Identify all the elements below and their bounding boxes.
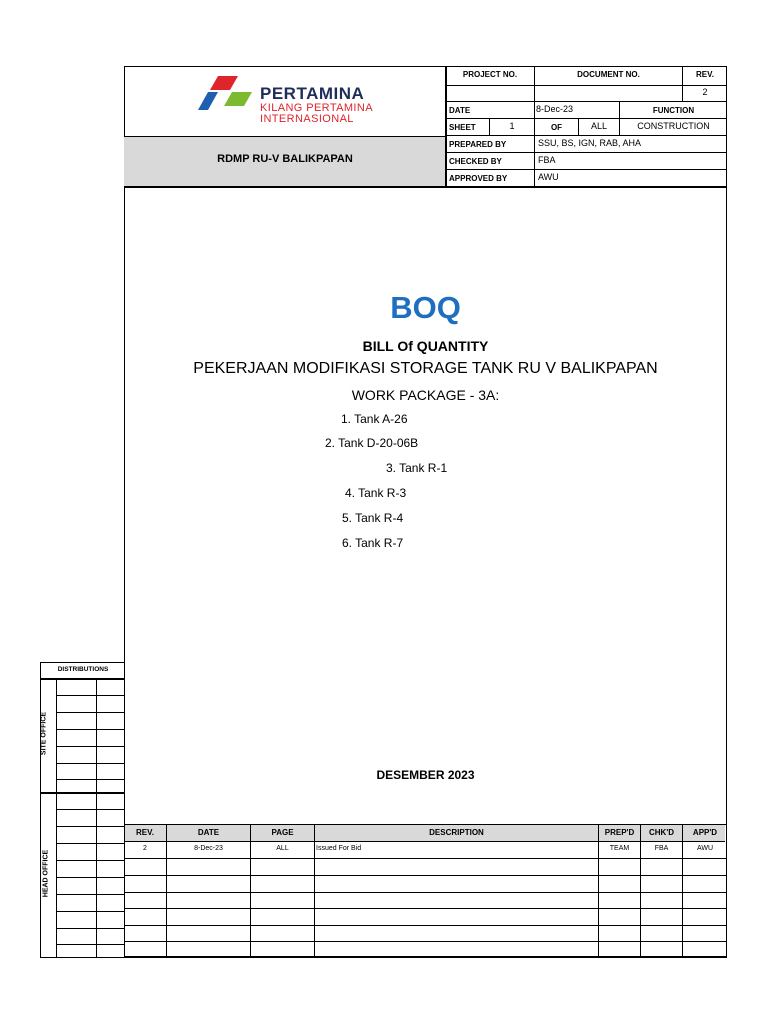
rev-cell: TEAM	[609, 845, 630, 852]
prepared-by-label: PREPARED BY	[449, 140, 507, 149]
grid-row-line	[124, 941, 727, 942]
dist-vline-2	[96, 678, 97, 958]
grid-row-line	[124, 908, 727, 909]
logo-blue-mark	[198, 92, 218, 110]
tank-item: 1. Tank A-26	[341, 412, 408, 426]
sheet-label: SHEET	[449, 123, 476, 132]
header-hline-5	[445, 152, 727, 153]
rev-cell: 2	[143, 845, 147, 852]
grid-row-line	[56, 911, 125, 912]
date-label: DATE	[449, 106, 471, 115]
tank-item: 4. Tank R-3	[345, 486, 407, 500]
checked-by-label: CHECKED BY	[449, 157, 502, 166]
rev-col-header: PREP'D	[604, 828, 635, 837]
grid-row-line	[56, 928, 125, 929]
date-value: 8-Dec-23	[535, 104, 573, 114]
grid-row-line	[56, 877, 125, 878]
dist-hline-top	[40, 678, 125, 680]
project-no-label: PROJECT NO.	[462, 70, 518, 79]
pertamina-logo-icon	[198, 76, 252, 112]
grid-row-line	[56, 695, 125, 696]
tank-item: 6. Tank R-7	[342, 536, 404, 550]
distributions-title: DISTRIBUTIONS	[57, 666, 109, 673]
rev-cell: Issued For Bid	[316, 845, 362, 852]
approved-by-value: AWU	[538, 172, 559, 182]
logo-sub2: INTERNASIONAL	[260, 113, 354, 125]
dist-divider	[40, 792, 125, 794]
of-label: OF	[550, 123, 563, 132]
dist-vline-1	[56, 678, 57, 958]
checked-by-value: FBA	[538, 155, 556, 165]
document-date: DESEMBER 2023	[376, 768, 475, 782]
header-hline-4	[445, 135, 727, 136]
grid-row-line	[56, 860, 125, 861]
distributions-block	[40, 662, 125, 958]
work-package: WORK PACKAGE - 3A:	[351, 387, 500, 403]
grid-row-line	[56, 746, 125, 747]
site-office-label: SITE OFFICE	[40, 711, 48, 756]
rev-col-line	[314, 824, 315, 958]
rev-cell: AWU	[696, 845, 714, 852]
logo-block	[198, 74, 438, 130]
grid-row-line	[56, 944, 125, 945]
prepared-by-value: SSU, BS, IGN, RAB, AHA	[538, 138, 642, 148]
rev-cell: 8-Dec-23	[194, 845, 223, 852]
rev-col-header: DATE	[197, 828, 220, 837]
project-name: RDMP RU-V BALIKPAPAN	[217, 153, 353, 165]
rev-value: 2	[702, 87, 708, 97]
grid-row-line	[56, 763, 125, 764]
logo-brand: PERTAMINA	[260, 84, 365, 103]
rev-col-header: PAGE	[271, 828, 294, 837]
doc-subtitle: BILL Of QUANTITY	[362, 338, 489, 354]
grid-row-line	[56, 729, 125, 730]
header-hline-3	[445, 118, 727, 119]
grid-row-line	[56, 779, 125, 780]
grid-row-line	[124, 875, 727, 876]
function-value: CONSTRUCTION	[637, 121, 710, 131]
approved-by-label: APPROVED BY	[449, 174, 508, 183]
grid-row-line	[124, 892, 727, 893]
header-hline-1	[445, 85, 727, 86]
logo-green-mark	[224, 92, 252, 106]
doc-title: BOQ	[390, 290, 461, 325]
grid-row-line	[56, 826, 125, 827]
grid-row-line	[56, 843, 125, 844]
head-office-label: HEAD OFFICE	[42, 849, 50, 898]
rev-col-header: CHK'D	[648, 828, 674, 837]
header-hline-2	[445, 101, 727, 102]
grid-row-line	[56, 894, 125, 895]
rev-col-header: REV.	[136, 828, 154, 837]
tank-item: 5. Tank R-4	[342, 511, 404, 525]
grid-row-line	[124, 858, 727, 859]
tank-item: 2. Tank D-20-06B	[325, 436, 419, 450]
rev-label: REV.	[696, 70, 714, 79]
logo-red-mark	[210, 76, 238, 90]
header-hline-7	[124, 186, 727, 188]
grid-row-line	[56, 712, 125, 713]
of-value: ALL	[590, 121, 607, 131]
logo-sub1: KILANG PERTAMINA	[260, 102, 373, 114]
rev-col-header: APP'D	[692, 828, 718, 837]
function-label: FUNCTION	[652, 106, 695, 115]
document-no-label: DOCUMENT NO.	[577, 70, 640, 79]
rev-cell: FBA	[654, 845, 669, 852]
grid-row-line	[124, 925, 727, 926]
tank-item: 3. Tank R-1	[386, 461, 448, 475]
header-hline-6	[445, 169, 727, 170]
grid-row-line	[56, 809, 125, 810]
sheet-value: 1	[509, 121, 515, 131]
rev-cell: ALL	[276, 845, 289, 852]
doc-heading: PEKERJAAN MODIFIKASI STORAGE TANK RU V BALIKPAPAN	[193, 360, 658, 377]
rev-col-header: DESCRIPTION	[429, 828, 484, 837]
